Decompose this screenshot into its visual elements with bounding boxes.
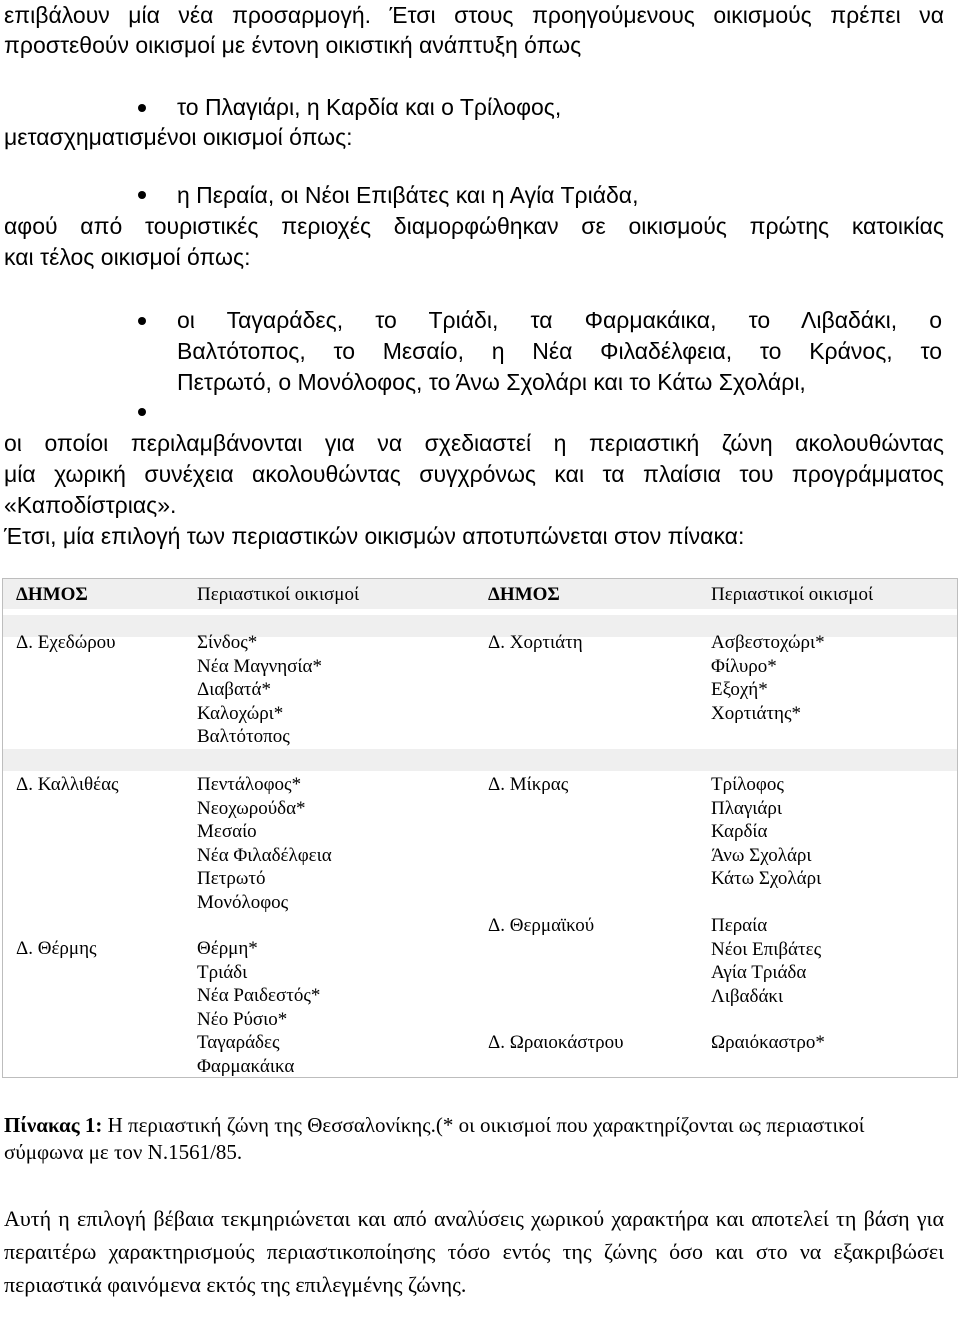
text-line: Έτσι, μία επιλογή των περιαστικών οικισμών αποτυπώνεται στον πίνακα: [4, 523, 745, 549]
header-oikismoi: Περιαστικοί οικισμοί [197, 584, 360, 605]
list-item-line: οι Ταγαράδες, το Τριάδι, τα Φαρμακάικα, το Λιβαδάκι, ο [177, 307, 942, 333]
oikismoi-cell: Περαία Νέοι Επιβάτες Αγία Τριάδα Λιβαδάκι [711, 915, 822, 1007]
bullet-icon [138, 191, 146, 199]
list-item: η Περαία, οι Νέοι Επιβάτες και η Αγία Τριάδα, [177, 182, 639, 208]
dimos-cell: Δ. Ωραιοκάστρου [488, 1032, 624, 1053]
table-caption [4, 1112, 946, 1166]
caption-label: Πίνακας 1: [4, 1113, 103, 1137]
list-item-line: Πετρωτό, ο Μονόλοφος, το Άνω Σχολάρι και το Κάτω Σχολάρι, [177, 369, 806, 395]
list-item: το Πλαγιάρι, η Καρδία και ο Τρίλοφος, [177, 94, 562, 120]
dimos-cell: Δ. Εχεδώρου [16, 632, 116, 653]
list-item-line: Βαλτότοπος, το Μεσαίο, η Νέα Φιλαδέλφεια, το Κράνος, το [177, 338, 942, 364]
dimos-cell: Δ. Θέρμης [16, 938, 97, 959]
dimos-cell: Δ. Μίκρας [488, 774, 569, 795]
closing-paragraph: Αυτή η επιλογή βέβαια τεκμηριώνεται και από αναλύσεις χωρικού χαρακτήρα και αποτελεί τη βάση για περαιτέρω χαρακτηρισμούς περιαστικοποίησης τόσο εντός της ζώνης όσο και στο να εξακριβώσει περιαστικά φαινόμενα εκτός της επιλεγμένης ζώνης. [4, 1206, 944, 1297]
settlements-table [2, 578, 958, 1078]
oikismoi-cell: Σίνδος* Νέα Μαγνησία* Διαβατά* Καλοχώρι* Βαλτότοπος [197, 632, 322, 747]
header-dimos: ΔΗΜΟΣ [16, 584, 88, 605]
oikismoi-cell: Τρίλοφος Πλαγιάρι Καρδία Άνω Σχολάρι Κάτω Σχολάρι [711, 774, 822, 889]
oikismoi-cell: Ασβεστοχώρι* Φίλυρο* Εξοχή* Χορτιάτης* [711, 632, 825, 724]
text-line: μία χωρική συνέχεια ακολουθώντας συγχρόνως και τα πλαίσια του προγράμματος [4, 461, 944, 487]
row-separator [3, 749, 957, 771]
bullet-icon [138, 317, 146, 325]
bullet-icon [138, 104, 146, 112]
text-line: μετασχηματισμένοι οικισμοί όπως: [4, 124, 353, 150]
text-line: οι οποίοι περιλαμβάνονται για να σχεδιαστεί η περιαστική ζώνη ακολουθώντας [4, 430, 944, 456]
intro-line-2: προστεθούν οικισμοί με έντονη οικιστική ανάπτυξη όπως [4, 32, 582, 58]
dimos-cell: Δ. Χορτιάτη [488, 632, 583, 653]
oikismoi-cell: Πεντάλοφος* Νεοχωρούδα* Μεσαίο Νέα Φιλαδέλφεια Πετρωτό Μονόλοφος [197, 774, 332, 913]
header-oikismoi: Περιαστικοί οικισμοί [711, 584, 874, 605]
caption-text: Η περιαστική ζώνη της Θεσσαλονίκης.(* οι οικισμοί που χαρακτηρίζονται ως περιαστικοί σύμφωνα με τον Ν.1561/85. [4, 1113, 865, 1164]
intro-line-1: επιβάλουν μία νέα προσαρμογή. Έτσι στους προηγούμενους οικισμούς πρέπει να [4, 2, 944, 28]
oikismoi-cell: Ωραιόκαστρο* [711, 1032, 825, 1053]
text-line: και τέλος οικισμοί όπως: [4, 244, 251, 270]
header-dimos: ΔΗΜΟΣ [488, 584, 560, 605]
text-line: «Καποδίστριας». [4, 492, 177, 518]
bullet-icon [138, 408, 146, 416]
dimos-cell: Δ. Καλλιθέας [16, 774, 119, 795]
oikismoi-cell: Θέρμη* Τριάδι Νέα Ραιδεστός* Νέο Ρύσιο* Ταγαράδες Φαρμακάικα [197, 938, 321, 1077]
text-line: αφού από τουριστικές περιοχές διαμορφώθηκαν σε οικισμούς πρώτης κατοικίας [4, 213, 944, 239]
dimos-cell: Δ. Θερμαϊκού [488, 915, 595, 936]
